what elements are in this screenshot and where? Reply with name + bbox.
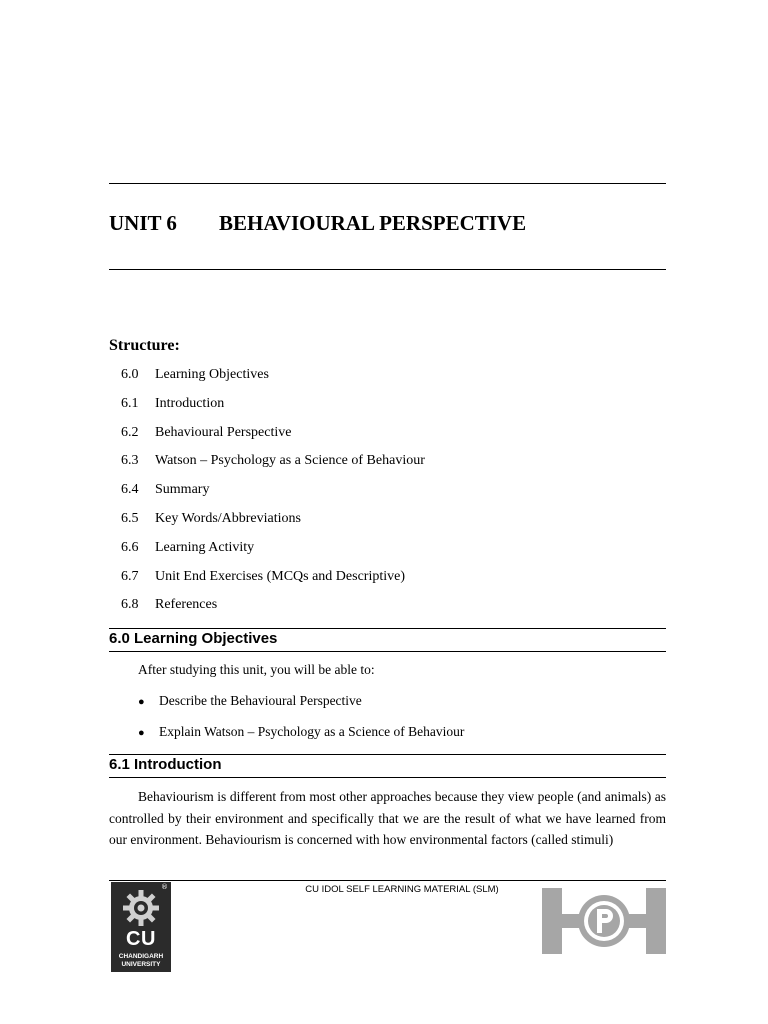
gear-icon — [120, 887, 162, 929]
registered-mark: ® — [161, 883, 168, 891]
objectives-bottom-rule — [109, 651, 666, 652]
cu-university-name: CHANDIGARH UNIVERSITY — [118, 953, 164, 968]
chandigarh-university-logo — [111, 882, 171, 972]
toc-item[interactable]: 6.8 References — [121, 597, 218, 613]
footer-rule — [109, 880, 666, 881]
bullet-icon: ● — [138, 727, 145, 739]
top-rule — [109, 183, 666, 184]
footer-text: CU IDOL SELF LEARNING MATERIAL (SLM) — [305, 884, 499, 895]
unit-name: BEHAVIOURAL PERSPECTIVE — [219, 211, 527, 235]
list-item: ● Describe the Behavioural Perspective — [138, 690, 464, 721]
toc-item[interactable]: 6.7 Unit End Exercises (MCQs and Descriptive) — [121, 568, 405, 584]
unit-title — [109, 211, 526, 236]
toc-item[interactable]: 6.2 Behavioural Perspective — [121, 424, 292, 440]
structure-list — [121, 365, 425, 624]
introduction-bottom-rule — [109, 777, 666, 778]
list-item: ● Explain Watson – Psychology as a Science of Behaviour — [138, 721, 464, 752]
objectives-list — [138, 690, 464, 752]
toc-item[interactable]: 6.0 Learning Objectives — [121, 367, 269, 382]
toc-item[interactable]: 6.5 Key Words/Abbreviations — [121, 510, 301, 526]
toc-item[interactable]: 6.3 Watson – Psychology as a Science of Behaviour — [121, 453, 425, 469]
publisher-logo-icon — [542, 888, 666, 954]
cu-initials: CU — [126, 928, 156, 950]
title-bottom-rule — [109, 269, 666, 270]
objectives-intro: After studying this unit, you will be able to: — [138, 662, 375, 677]
introduction-heading: 6.1 Introduction — [109, 756, 222, 773]
unit-number: UNIT 6 — [109, 211, 177, 235]
bullet-icon: ● — [138, 696, 145, 708]
structure-heading: Structure: — [109, 337, 180, 354]
toc-item[interactable]: 6.1 Introduction — [121, 395, 225, 411]
introduction-top-rule — [109, 754, 666, 755]
toc-item[interactable]: 6.6 Learning Activity — [121, 539, 255, 555]
objectives-top-rule — [109, 628, 666, 629]
toc-item[interactable]: 6.4 Summary — [121, 482, 210, 498]
objectives-heading: 6.0 Learning Objectives — [109, 630, 278, 647]
introduction-paragraph: Behaviourism is different from most other approaches because they view people (and animals) as controlled by their environment and specifically that we are the result of what we have learned from our environment. Behaviourism is concerned with how environmental factors (called stimuli) — [109, 789, 666, 847]
